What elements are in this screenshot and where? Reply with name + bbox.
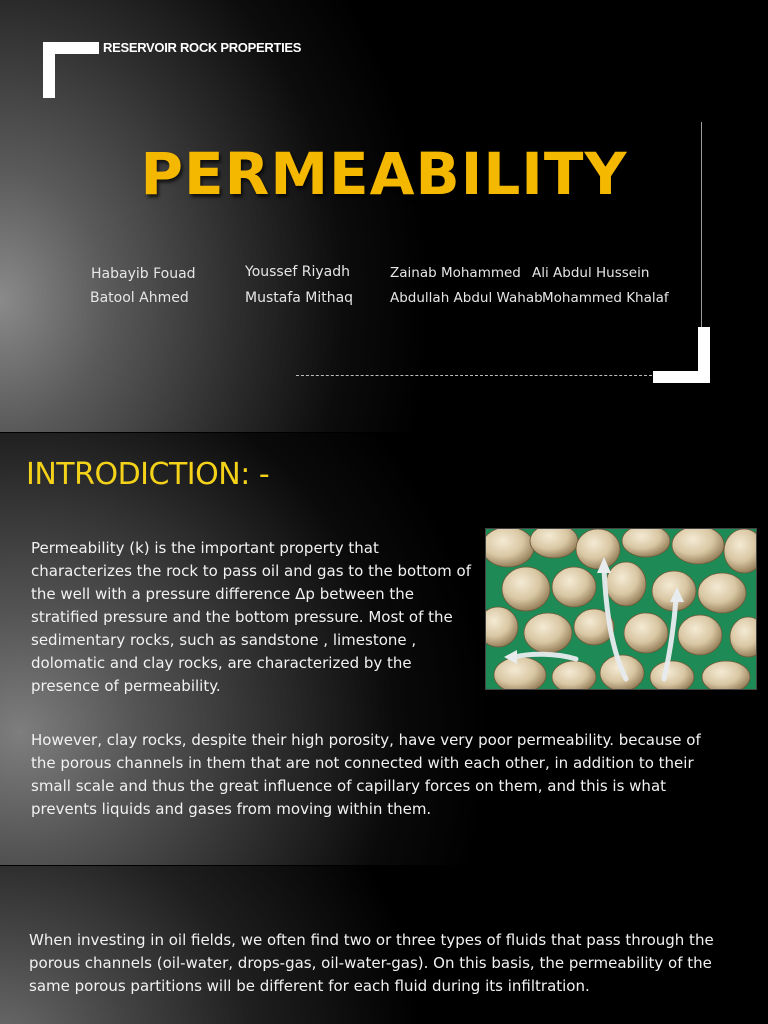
- section-heading: INTRODICTION: -: [26, 457, 270, 492]
- author-name: Mustafa Mithaq: [245, 290, 354, 306]
- intro-paragraph: However, clay rocks, despite their high porosity, have very poor permeability. because of the porous channels in them that are not connected with each other, in addition to their small scale and thus the great influence of capillary forces on them, and this is what prevents liquids and gases from moving within them.: [31, 731, 701, 818]
- author-name: Batool Ahmed: [90, 290, 189, 306]
- porous-rock-image: [485, 528, 757, 690]
- author-name: Mohammed Khalaf: [542, 290, 669, 306]
- header-label: RESERVOIR ROCK PROPERTIES: [103, 40, 302, 55]
- author-name: Youssef Riyadh: [245, 264, 350, 280]
- corner-bracket-bottom-right-vertical: [698, 327, 710, 383]
- author-name: Habayib Fouad: [91, 266, 196, 282]
- corner-bracket-top-left-vertical: [43, 42, 55, 98]
- divider-dashed: [296, 375, 652, 376]
- author-name: Zainab Mohammed: [390, 265, 521, 281]
- fluids-paragraph: When investing in oil fields, we often find two or three types of fluids that pass through the porous channels (oil-water, drops-gas, oil-water-gas). On this basis, the permeability of the same porous partitions will be different for each fluid during its infiltration.: [29, 931, 714, 995]
- page-title: PERMEABILITY: [140, 140, 628, 208]
- introduction-slide: [0, 433, 768, 865]
- author-name: Ali Abdul Hussein: [532, 265, 650, 281]
- title-slide: [0, 0, 768, 432]
- intro-paragraph: Permeability (k) is the important property that characterizes the rock to pass oil and gas to the bottom of the well with a pressure difference Δp between the stratified pressure and the bottom pressure. Most of the sedimentary rocks, such as sandstone , limestone , dolomatic and clay rocks, are characterized by the presence of permeability.: [31, 539, 471, 695]
- fluids-slide: [0, 866, 768, 1024]
- author-name: Abdullah Abdul Wahab: [390, 290, 543, 306]
